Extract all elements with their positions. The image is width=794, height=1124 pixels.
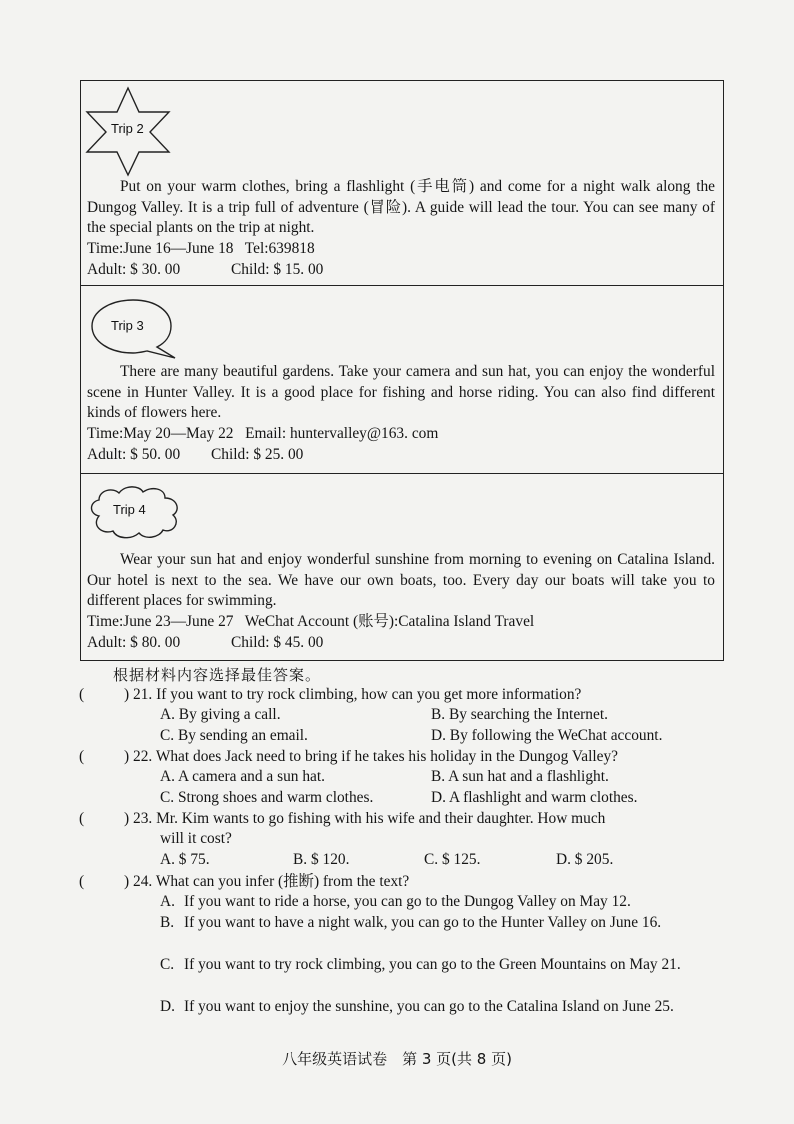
trip-3-description: There are many beautiful gardens. Take your camera and sun hat, you can enjoy the wonderful scene in Hunter Valley. It is a good place for fishing and horse riding. You can also find different kinds of flowers here. — [87, 363, 715, 421]
trip-4-adult-price: Adult: $ 80. 00 — [87, 634, 181, 651]
q21-option-a: A. By giving a call. — [160, 706, 281, 723]
trip-4-badge: Trip 4 — [113, 502, 146, 517]
question-23-text-continued: will it cost? — [160, 830, 232, 847]
q24-option-d: D. If you want to enjoy the sunshine, you can go to the Catalina Island on June 25. — [160, 998, 674, 1015]
question-text: What can you infer (推断) from the text? — [155, 873, 410, 890]
trip-3-price-line — [87, 445, 303, 466]
trip-4-box — [80, 473, 724, 661]
trip-2-contact: Tel:639818 — [244, 240, 315, 257]
question-text: Mr. Kim wants to go fishing with his wife and their daughter. How much — [156, 810, 606, 827]
trip-2-adult-price: Adult: $ 30. 00 — [87, 261, 181, 278]
trip-3-time-line — [87, 424, 438, 445]
question-text: What does Jack need to bring if he takes his holiday in the Dungog Valley? — [155, 748, 619, 765]
answer-blank-close: ) — [124, 810, 130, 827]
section-instruction: 根据材料内容选择最佳答案。 — [113, 666, 322, 684]
trip-4-description: Wear your sun hat and enjoy wonderful sunshine from morning to evening on Catalina Island. Our hotel is next to the sea. We have our own boats, too. Every day our boats will take you to different places for swimming. — [87, 551, 715, 609]
trip-3-badge: Trip 3 — [111, 318, 144, 333]
q22-option-c: C. Strong shoes and warm clothes. — [160, 789, 374, 806]
q24-option-c: C. If you want to try rock climbing, you can go to the Green Mountains on May 21. — [160, 956, 681, 973]
question-number: 21. — [133, 686, 153, 703]
trip-3-contact: Email: huntervalley@163. com — [245, 425, 439, 442]
trip-2-child-price: Child: $ 15. 00 — [231, 261, 324, 278]
trip-3-time: Time:May 20—May 22 — [87, 425, 234, 442]
trip-3-adult-price: Adult: $ 50. 00 — [87, 446, 181, 463]
q23-option-a: A. $ 75. — [160, 851, 210, 868]
q24-option-a: A. If you want to ride a horse, you can go to the Dungog Valley on May 12. — [160, 893, 631, 910]
trip-2-description: Put on your warm clothes, bring a flashlight (手电筒) and come for a night walk along the Dungog Valley. It is a trip full of adventure (冒险). A guide will lead the tour. You can see many of the special plants on the trip at night. — [87, 178, 715, 236]
answer-blank-open: ( — [79, 873, 85, 890]
question-number: 24. — [133, 873, 153, 890]
trip-2-time-line — [87, 239, 315, 260]
trip-4-contact: WeChat Account (账号):Catalina Island Travel — [244, 613, 535, 630]
trip-4-child-price: Child: $ 45. 00 — [231, 634, 324, 651]
trip-2-price-line — [87, 260, 323, 281]
answer-blank-close: ) — [124, 748, 130, 765]
q23-option-c: C. $ 125. — [424, 851, 481, 868]
answer-blank-close: ) — [124, 873, 130, 890]
answer-blank-open: ( — [79, 686, 85, 703]
trip-4-time-line — [87, 612, 534, 633]
q21-option-b: B. By searching the Internet. — [431, 706, 608, 723]
trip-2-badge: Trip 2 — [111, 121, 144, 136]
q22-option-b: B. A sun hat and a flashlight. — [431, 768, 609, 785]
trip-2-time: Time:June 16—June 18 — [87, 240, 234, 257]
question-number: 22. — [133, 748, 153, 765]
trip-3-box — [80, 285, 724, 474]
trip-2-box — [80, 80, 724, 286]
answer-blank-close: ) — [124, 686, 130, 703]
trip-4-price-line — [87, 633, 323, 654]
trip-3-child-price: Child: $ 25. 00 — [211, 446, 304, 463]
q22-option-a: A. A camera and a sun hat. — [160, 768, 325, 785]
q21-option-d: D. By following the WeChat account. — [431, 727, 663, 744]
q24-option-b: B. If you want to have a night walk, you can go to the Hunter Valley on June 16. — [160, 914, 662, 931]
q23-option-d: D. $ 205. — [556, 851, 614, 868]
q21-option-c: C. By sending an email. — [160, 727, 308, 744]
question-number: 23. — [133, 810, 153, 827]
answer-blank-open: ( — [79, 810, 85, 827]
q23-option-b: B. $ 120. — [293, 851, 350, 868]
trip-4-time: Time:June 23—June 27 — [87, 613, 234, 630]
question-text: If you want to try rock climbing, how can you get more information? — [156, 686, 582, 703]
q22-option-d: D. A flashlight and warm clothes. — [431, 789, 638, 806]
page-footer: 八年级英语试卷 第 3 页(共 8 页) — [282, 1050, 512, 1068]
answer-blank-open: ( — [79, 748, 85, 765]
